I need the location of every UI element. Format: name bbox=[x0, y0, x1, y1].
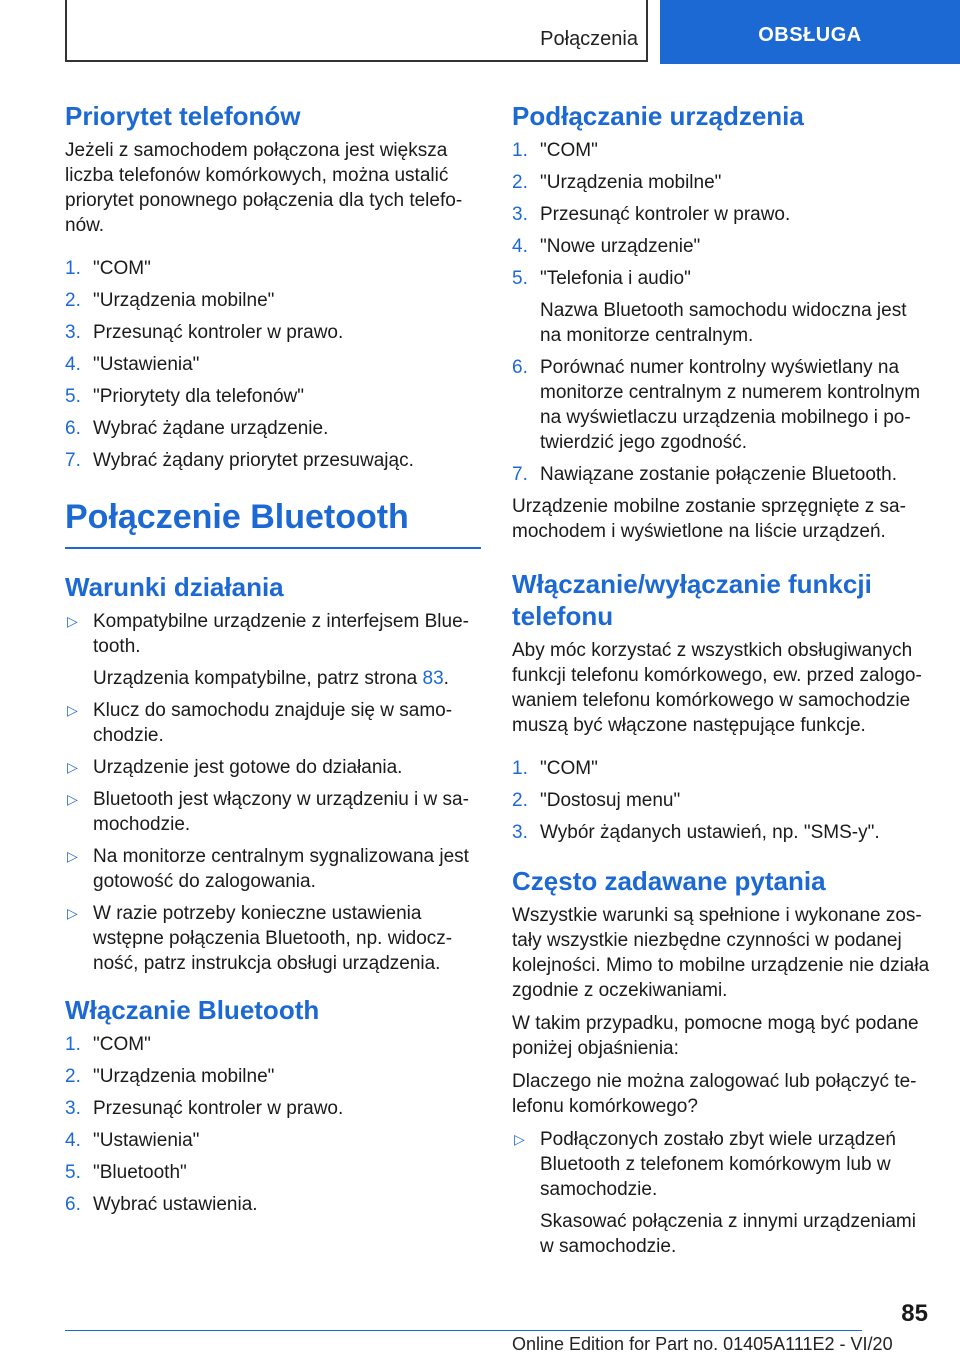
list-item: 5. "Telefonia i audio" Nazwa Bluetooth samochodu widoczna jest na monitorze centralnym. bbox=[512, 268, 907, 346]
triangle-bullet-icon: ▷ bbox=[67, 905, 78, 921]
list-item: ▷ W razie potrzeby konieczne ustawienia wstępne połączenia Bluetooth, np. widoczność, patrz instrukcja obsługi urządzenia. bbox=[67, 903, 453, 974]
footer-divider bbox=[65, 1330, 862, 1331]
enable-bluetooth-heading: Włączanie Bluetooth bbox=[65, 995, 320, 1025]
list-item: 3. Przesunąć kontroler w prawo. bbox=[512, 204, 791, 225]
faq-heading: Często zadawane pytania bbox=[512, 866, 826, 896]
right-column bbox=[512, 100, 932, 1266]
functions-text: Aby móc korzystać z wszystkich obsługiwanych funkcji telefonu komórkowego, ew. przed zalogowaniem telefonu komórkowego w samochodzie muszą być włączone następujące funkcje. bbox=[512, 640, 922, 736]
conditions-heading: Warunki działania bbox=[65, 572, 284, 602]
list-item: 3. Wybór żądanych ustawień, np. "SMS-y". bbox=[512, 822, 880, 843]
triangle-bullet-icon: ▷ bbox=[67, 848, 78, 864]
page-link[interactable]: 83 bbox=[422, 668, 444, 689]
faq-question: Dlaczego nie można zalogować lub połączyć telefonu komórkowego? bbox=[512, 1071, 917, 1117]
triangle-bullet-icon: ▷ bbox=[67, 759, 78, 775]
bluetooth-heading: Połączenie Bluetooth bbox=[65, 495, 481, 549]
conditions-list bbox=[65, 609, 481, 976]
list-item: 3. Przesunąć kontroler w prawo. bbox=[65, 322, 344, 343]
left-column bbox=[65, 100, 481, 1224]
list-item: 3. Przesunąć kontroler w prawo. bbox=[65, 1098, 344, 1119]
list-item: 5. "Bluetooth" bbox=[65, 1162, 187, 1183]
page-number: 85 bbox=[901, 1300, 928, 1327]
priority-heading: Priorytet telefonów bbox=[65, 101, 301, 131]
list-item: 6. Wybrać żądane urządzenie. bbox=[65, 418, 329, 439]
list-item: 2. "Urządzenia mobilne" bbox=[65, 1066, 275, 1087]
footer-edition: Online Edition for Part no. 01405A111E2 - VI/20 bbox=[512, 1334, 893, 1354]
list-item: 1. "COM" bbox=[65, 258, 151, 279]
list-item: 2. "Urządzenia mobilne" bbox=[512, 172, 722, 193]
faq-paragraph: W takim przypadku, pomocne mogą być podane poniżej objaśnienia: bbox=[512, 1013, 919, 1059]
list-item: ▷ Urządzenie jest gotowe do działania. bbox=[67, 757, 403, 778]
list-item: ▷ Na monitorze centralnym sygnalizowana jest gotowość do zalogowania. bbox=[67, 846, 469, 892]
list-item: 7. Nawiązane zostanie połączenie Bluetooth. bbox=[512, 464, 898, 485]
list-item: 4. "Ustawienia" bbox=[65, 354, 200, 375]
connect-heading: Podłączanie urządzenia bbox=[512, 101, 804, 131]
list-item: 6. Porównać numer kontrolny wyświetlany na monitorze centralnym z numerem kontrolnym na wyświetlaczu urządzenia mobilnego i potwierdzić jego zgodność. bbox=[512, 357, 921, 453]
header-chapter-tab: OBSŁUGA bbox=[660, 0, 960, 64]
triangle-bullet-icon: ▷ bbox=[514, 1131, 525, 1147]
list-item: ▷ Bluetooth jest włączony w urządzeniu i w samochodzie. bbox=[67, 789, 469, 835]
list-item: 2. "Urządzenia mobilne" bbox=[65, 290, 275, 311]
list-item: 2. "Dostosuj menu" bbox=[512, 790, 681, 811]
triangle-bullet-icon: ▷ bbox=[67, 613, 78, 629]
list-item: 1. "COM" bbox=[65, 1034, 151, 1055]
list-item: 4. "Nowe urządzenie" bbox=[512, 236, 701, 257]
list-item: ▷ Podłączonych zostało zbyt wiele urządzeń Bluetooth z telefonem komórkowym lub w samochodzie. Skasować połączenia z innymi urządzeniami w samochodzie. bbox=[514, 1129, 916, 1257]
functions-heading: Włączanie/wyłączanie funkcji telefonu bbox=[512, 569, 872, 631]
faq-paragraph: Wszystkie warunki są spełnione i wykonane zostały wszystkie niezbędne czynności w podanej kolejności. Mimo to mobilne urządzenie nie działa zgodnie z oczekiwaniami. bbox=[512, 905, 930, 1001]
priority-steps bbox=[65, 256, 481, 473]
triangle-bullet-icon: ▷ bbox=[67, 791, 78, 807]
list-item: 7. Wybrać żądany priorytet przesuwając. bbox=[65, 450, 414, 471]
priority-text: Jeżeli z samochodem połączona jest większa liczba telefonów komórkowych, można ustalić priorytet ponownego połączenia dla tych telefonów. bbox=[65, 140, 463, 236]
list-item: 4. "Ustawienia" bbox=[65, 1130, 200, 1151]
list-item: 1. "COM" bbox=[512, 140, 598, 161]
list-item: 6. Wybrać ustawienia. bbox=[65, 1194, 258, 1215]
list-item: ▷ Kompatybilne urządzenie z interfejsem Bluetooth. Urządzenia kompatybilne, patrz strona 83. bbox=[67, 611, 469, 689]
faq-list bbox=[512, 1127, 932, 1259]
connect-after-text: Urządzenie mobilne zostanie sprzęgnięte z samochodem i wyświetlone na liście urządzeń. bbox=[512, 496, 906, 542]
list-item: 5. "Priorytety dla telefonów" bbox=[65, 386, 304, 407]
list-item: 1. "COM" bbox=[512, 758, 598, 779]
connect-steps bbox=[512, 138, 932, 487]
header-section-title: Połączenia bbox=[540, 28, 638, 50]
functions-steps bbox=[512, 756, 932, 845]
enable-steps bbox=[65, 1032, 481, 1217]
triangle-bullet-icon: ▷ bbox=[67, 702, 78, 718]
list-item: ▷ Klucz do samochodu znajduje się w samochodzie. bbox=[67, 700, 453, 746]
